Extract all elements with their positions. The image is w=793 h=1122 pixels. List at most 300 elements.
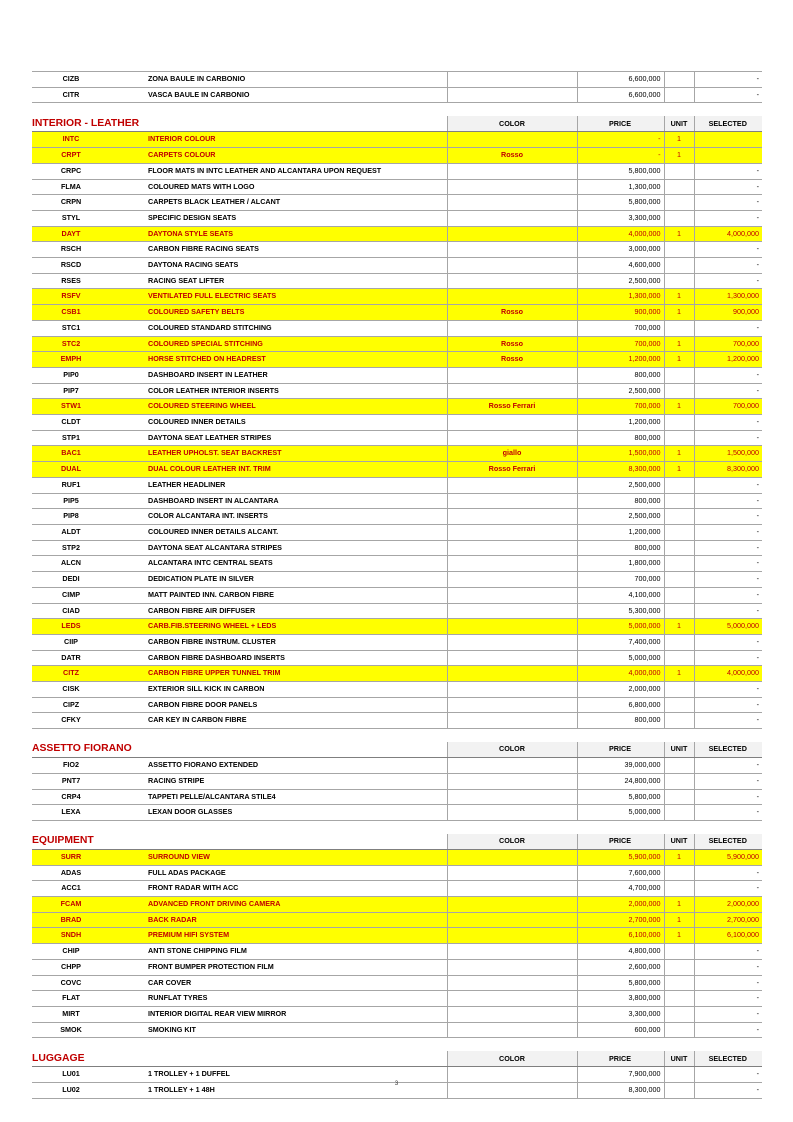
option-selected: - xyxy=(694,477,762,493)
option-code: LU02 xyxy=(32,1083,110,1099)
option-unit xyxy=(664,163,694,179)
option-unit xyxy=(664,493,694,509)
option-color xyxy=(447,603,577,619)
option-code: PIP7 xyxy=(32,383,110,399)
option-price: - xyxy=(577,132,664,148)
option-color xyxy=(447,959,577,975)
option-code: SNDH xyxy=(32,928,110,944)
option-color xyxy=(447,865,577,881)
option-price: 1,500,000 xyxy=(577,446,664,462)
option-price: 700,000 xyxy=(577,320,664,336)
option-description: DUAL COLOUR LEATHER INT. TRIM xyxy=(110,462,447,478)
option-description: CARBON FIBRE DOOR PANELS xyxy=(110,697,447,713)
option-description: ZONA BAULE IN CARBONIO xyxy=(110,72,447,88)
table-row xyxy=(32,975,762,991)
table-row xyxy=(32,524,762,540)
option-code: CRP4 xyxy=(32,789,110,805)
table-row xyxy=(32,1022,762,1038)
option-description: INTERIOR COLOUR xyxy=(110,132,447,148)
option-code: INTC xyxy=(32,132,110,148)
option-color: Rosso xyxy=(447,148,577,164)
table-row xyxy=(32,399,762,415)
option-description: DAYTONA RACING SEATS xyxy=(110,258,447,274)
option-description: ASSETTO FIORANO EXTENDED xyxy=(110,758,447,774)
option-color xyxy=(447,619,577,635)
option-color xyxy=(447,1022,577,1038)
section-header xyxy=(32,116,762,132)
option-color xyxy=(447,944,577,960)
option-code: DATR xyxy=(32,650,110,666)
option-color xyxy=(447,666,577,682)
option-unit: 1 xyxy=(664,336,694,352)
table-row xyxy=(32,289,762,305)
option-unit xyxy=(664,242,694,258)
option-description: FRONT BUMPER PROTECTION FILM xyxy=(110,959,447,975)
option-color xyxy=(447,226,577,242)
option-color: Rosso xyxy=(447,352,577,368)
option-description: LEATHER HEADLINER xyxy=(110,477,447,493)
option-unit xyxy=(664,195,694,211)
column-header-selected: SELECTED xyxy=(694,834,762,850)
option-code: EMPH xyxy=(32,352,110,368)
option-code: CSB1 xyxy=(32,305,110,321)
table-row xyxy=(32,556,762,572)
option-color: Rosso Ferrari xyxy=(447,462,577,478)
option-description: COLOURED STANDARD STITCHING xyxy=(110,320,447,336)
option-description: CARBON FIBRE RACING SEATS xyxy=(110,242,447,258)
option-description: EXTERIOR SILL KICK IN CARBON xyxy=(110,682,447,698)
option-code: STP2 xyxy=(32,540,110,556)
option-color xyxy=(447,210,577,226)
option-unit: 1 xyxy=(664,132,694,148)
option-unit xyxy=(664,556,694,572)
table-row xyxy=(32,242,762,258)
option-code: PNT7 xyxy=(32,773,110,789)
option-price: 4,000,000 xyxy=(577,226,664,242)
option-description: DASHBOARD INSERT IN ALCANTARA xyxy=(110,493,447,509)
column-header-price: PRICE xyxy=(577,834,664,850)
option-color xyxy=(447,132,577,148)
option-price: 5,900,000 xyxy=(577,849,664,865)
option-price: 8,300,000 xyxy=(577,1083,664,1099)
option-selected: - xyxy=(694,556,762,572)
option-description: ANTI STONE CHIPPING FILM xyxy=(110,944,447,960)
option-color xyxy=(447,493,577,509)
option-code: DAYT xyxy=(32,226,110,242)
option-price: 2,500,000 xyxy=(577,509,664,525)
option-color xyxy=(447,258,577,274)
option-price: 2,700,000 xyxy=(577,912,664,928)
option-unit xyxy=(664,415,694,431)
option-selected xyxy=(694,148,762,164)
option-description: CARBON FIBRE AIR DIFFUSER xyxy=(110,603,447,619)
option-selected: 5,900,000 xyxy=(694,849,762,865)
option-selected: 2,700,000 xyxy=(694,912,762,928)
option-selected: - xyxy=(694,603,762,619)
table-row xyxy=(32,273,762,289)
option-code: ALCN xyxy=(32,556,110,572)
option-code: LEDS xyxy=(32,619,110,635)
option-unit: 1 xyxy=(664,148,694,164)
option-unit: 1 xyxy=(664,399,694,415)
option-selected: - xyxy=(694,959,762,975)
section-spacer xyxy=(32,820,762,834)
section-header xyxy=(32,1051,762,1067)
option-color xyxy=(447,713,577,729)
option-code: DEDI xyxy=(32,572,110,588)
table-row xyxy=(32,163,762,179)
option-price: 900,000 xyxy=(577,305,664,321)
option-selected: 2,000,000 xyxy=(694,897,762,913)
option-price: 6,800,000 xyxy=(577,697,664,713)
option-code: CISK xyxy=(32,682,110,698)
option-selected: 1,500,000 xyxy=(694,446,762,462)
option-code: RUF1 xyxy=(32,477,110,493)
table-row xyxy=(32,462,762,478)
option-color xyxy=(447,634,577,650)
table-row xyxy=(32,477,762,493)
option-selected: - xyxy=(694,634,762,650)
option-price: 5,000,000 xyxy=(577,619,664,635)
table-row xyxy=(32,367,762,383)
option-description: LEATHER UPHOLST. SEAT BACKREST xyxy=(110,446,447,462)
option-code: BAC1 xyxy=(32,446,110,462)
option-selected: - xyxy=(694,415,762,431)
option-color xyxy=(447,195,577,211)
option-selected: - xyxy=(694,258,762,274)
table-row xyxy=(32,991,762,1007)
table-row xyxy=(32,959,762,975)
option-selected: 5,000,000 xyxy=(694,619,762,635)
option-selected: 700,000 xyxy=(694,336,762,352)
table-row xyxy=(32,179,762,195)
option-color: Rosso Ferrari xyxy=(447,399,577,415)
option-price: 5,800,000 xyxy=(577,195,664,211)
option-code: STYL xyxy=(32,210,110,226)
option-color xyxy=(447,430,577,446)
section-spacer xyxy=(32,103,762,117)
option-price: 6,600,000 xyxy=(577,87,664,103)
option-code: ALDT xyxy=(32,524,110,540)
option-selected: 900,000 xyxy=(694,305,762,321)
option-color xyxy=(447,556,577,572)
option-selected: - xyxy=(694,865,762,881)
option-description: 1 TROLLEY + 1 DUFFEL xyxy=(110,1067,447,1083)
table-row xyxy=(32,415,762,431)
option-unit xyxy=(664,713,694,729)
option-selected: 4,000,000 xyxy=(694,666,762,682)
option-color xyxy=(447,572,577,588)
table-row xyxy=(32,773,762,789)
option-color xyxy=(447,509,577,525)
column-header-unit: UNIT xyxy=(664,116,694,132)
option-description: VASCA BAULE IN CARBONIO xyxy=(110,87,447,103)
option-selected: - xyxy=(694,773,762,789)
table-row xyxy=(32,352,762,368)
table-row xyxy=(32,758,762,774)
option-code: CHIP xyxy=(32,944,110,960)
option-code: CIAD xyxy=(32,603,110,619)
table-row xyxy=(32,336,762,352)
table-row xyxy=(32,928,762,944)
column-header-price: PRICE xyxy=(577,1051,664,1067)
option-price: 2,500,000 xyxy=(577,477,664,493)
option-price: 2,000,000 xyxy=(577,897,664,913)
option-color xyxy=(447,320,577,336)
option-selected: - xyxy=(694,493,762,509)
option-selected: 1,300,000 xyxy=(694,289,762,305)
table-row xyxy=(32,509,762,525)
option-price: 5,800,000 xyxy=(577,975,664,991)
table-row xyxy=(32,713,762,729)
option-unit: 1 xyxy=(664,446,694,462)
option-selected: - xyxy=(694,1006,762,1022)
option-price: 7,600,000 xyxy=(577,865,664,881)
option-unit xyxy=(664,587,694,603)
option-description: 1 TROLLEY + 1 48H xyxy=(110,1083,447,1099)
option-description: SURROUND VIEW xyxy=(110,849,447,865)
option-selected: 4,000,000 xyxy=(694,226,762,242)
option-description: COLOR ALCANTARA INT. INSERTS xyxy=(110,509,447,525)
option-price: 4,100,000 xyxy=(577,587,664,603)
option-code: ADAS xyxy=(32,865,110,881)
option-selected: - xyxy=(694,975,762,991)
option-color xyxy=(447,928,577,944)
option-color xyxy=(447,540,577,556)
option-selected: - xyxy=(694,320,762,336)
option-color xyxy=(447,881,577,897)
option-selected: - xyxy=(694,805,762,821)
option-color xyxy=(447,682,577,698)
column-header-price: PRICE xyxy=(577,116,664,132)
table-row xyxy=(32,682,762,698)
option-price: 700,000 xyxy=(577,399,664,415)
option-price: 1,200,000 xyxy=(577,524,664,540)
table-row xyxy=(32,72,762,88)
option-price: 4,800,000 xyxy=(577,944,664,960)
column-header-unit: UNIT xyxy=(664,742,694,758)
option-description: CARPETS BLACK LEATHER / ALCANT xyxy=(110,195,447,211)
option-code: CLDT xyxy=(32,415,110,431)
option-selected: - xyxy=(694,210,762,226)
option-description: COLOURED MATS WITH LOGO xyxy=(110,179,447,195)
table-row xyxy=(32,540,762,556)
option-unit: 1 xyxy=(664,912,694,928)
option-color: giallo xyxy=(447,446,577,462)
table-row xyxy=(32,87,762,103)
options-table xyxy=(32,71,762,1099)
option-description: COLOURED SAFETY BELTS xyxy=(110,305,447,321)
option-price: 5,800,000 xyxy=(577,789,664,805)
option-color xyxy=(447,367,577,383)
option-price: 1,300,000 xyxy=(577,179,664,195)
option-selected: - xyxy=(694,367,762,383)
column-header-selected: SELECTED xyxy=(694,1051,762,1067)
option-code: CITR xyxy=(32,87,110,103)
page-number: 3 xyxy=(394,1081,399,1087)
option-unit xyxy=(664,634,694,650)
option-selected: 700,000 xyxy=(694,399,762,415)
option-description: DAYTONA STYLE SEATS xyxy=(110,226,447,242)
option-price: 800,000 xyxy=(577,367,664,383)
option-description: COLOURED INNER DETAILS xyxy=(110,415,447,431)
option-code: ACC1 xyxy=(32,881,110,897)
option-unit xyxy=(664,603,694,619)
table-row xyxy=(32,650,762,666)
option-unit xyxy=(664,572,694,588)
option-unit xyxy=(664,975,694,991)
option-unit xyxy=(664,650,694,666)
option-description: CARBON FIBRE INSTRUM. CLUSTER xyxy=(110,634,447,650)
column-header-color: COLOR xyxy=(447,116,577,132)
option-code: PIP8 xyxy=(32,509,110,525)
option-selected: - xyxy=(694,163,762,179)
table-row xyxy=(32,805,762,821)
option-color xyxy=(447,524,577,540)
option-description: FRONT RADAR WITH ACC xyxy=(110,881,447,897)
option-color xyxy=(447,758,577,774)
table-row xyxy=(32,697,762,713)
option-color xyxy=(447,587,577,603)
column-header-selected: SELECTED xyxy=(694,116,762,132)
option-unit: 1 xyxy=(664,849,694,865)
option-color xyxy=(447,697,577,713)
option-color xyxy=(447,87,577,103)
option-description: RUNFLAT TYRES xyxy=(110,991,447,1007)
option-price: 5,000,000 xyxy=(577,805,664,821)
option-unit xyxy=(664,1006,694,1022)
option-price: 600,000 xyxy=(577,1022,664,1038)
option-code: FLMA xyxy=(32,179,110,195)
option-unit xyxy=(664,179,694,195)
section-spacer xyxy=(32,729,762,743)
option-price: 5,800,000 xyxy=(577,163,664,179)
option-unit xyxy=(664,273,694,289)
option-code: RSFV xyxy=(32,289,110,305)
option-price: 2,000,000 xyxy=(577,682,664,698)
option-unit xyxy=(664,959,694,975)
table-row xyxy=(32,912,762,928)
option-code: STC2 xyxy=(32,336,110,352)
option-price: 39,000,000 xyxy=(577,758,664,774)
option-code: SURR xyxy=(32,849,110,865)
option-description: CARBON FIBRE DASHBOARD INSERTS xyxy=(110,650,447,666)
option-unit xyxy=(664,509,694,525)
option-unit xyxy=(664,210,694,226)
option-selected: 6,100,000 xyxy=(694,928,762,944)
option-code: STC1 xyxy=(32,320,110,336)
option-color xyxy=(447,72,577,88)
option-description: MATT PAINTED INN. CARBON FIBRE xyxy=(110,587,447,603)
table-row xyxy=(32,789,762,805)
table-row xyxy=(32,258,762,274)
option-selected: - xyxy=(694,944,762,960)
option-color xyxy=(447,897,577,913)
option-price: 700,000 xyxy=(577,572,664,588)
option-color: Rosso xyxy=(447,305,577,321)
option-price: 5,000,000 xyxy=(577,650,664,666)
option-price: 4,600,000 xyxy=(577,258,664,274)
option-selected: - xyxy=(694,572,762,588)
table-row xyxy=(32,1006,762,1022)
table-row xyxy=(32,849,762,865)
column-header-color: COLOR xyxy=(447,834,577,850)
option-description: RACING STRIPE xyxy=(110,773,447,789)
option-description: CAR KEY IN CARBON FIBRE xyxy=(110,713,447,729)
option-color xyxy=(447,1006,577,1022)
section-header xyxy=(32,834,762,850)
option-code: LEXA xyxy=(32,805,110,821)
option-code: CRPC xyxy=(32,163,110,179)
option-selected: - xyxy=(694,650,762,666)
column-header-color: COLOR xyxy=(447,742,577,758)
column-header-color: COLOR xyxy=(447,1051,577,1067)
option-price: 2,600,000 xyxy=(577,959,664,975)
table-row xyxy=(32,226,762,242)
price-list xyxy=(32,71,762,1099)
option-color xyxy=(447,849,577,865)
option-code: STW1 xyxy=(32,399,110,415)
option-unit xyxy=(664,87,694,103)
option-unit xyxy=(664,805,694,821)
section-title: EQUIPMENT xyxy=(32,834,447,850)
option-code: FIO2 xyxy=(32,758,110,774)
table-row xyxy=(32,320,762,336)
option-selected: 8,300,000 xyxy=(694,462,762,478)
option-selected: - xyxy=(694,881,762,897)
option-unit xyxy=(664,944,694,960)
option-price: 3,300,000 xyxy=(577,210,664,226)
column-header-selected: SELECTED xyxy=(694,742,762,758)
option-color xyxy=(447,477,577,493)
option-color xyxy=(447,789,577,805)
option-code: RSCH xyxy=(32,242,110,258)
option-unit xyxy=(664,789,694,805)
option-unit: 1 xyxy=(664,619,694,635)
option-selected: - xyxy=(694,524,762,540)
option-description: COLOR LEATHER INTERIOR INSERTS xyxy=(110,383,447,399)
option-code: CIPZ xyxy=(32,697,110,713)
section-title: LUGGAGE xyxy=(32,1051,447,1067)
option-price: 2,500,000 xyxy=(577,273,664,289)
column-header-price: PRICE xyxy=(577,742,664,758)
option-color xyxy=(447,991,577,1007)
option-code: MIRT xyxy=(32,1006,110,1022)
option-selected: - xyxy=(694,697,762,713)
option-color xyxy=(447,163,577,179)
option-color xyxy=(447,273,577,289)
table-row xyxy=(32,666,762,682)
table-row xyxy=(32,587,762,603)
option-selected: 1,200,000 xyxy=(694,352,762,368)
option-description: DASHBOARD INSERT IN LEATHER xyxy=(110,367,447,383)
option-code: CFKY xyxy=(32,713,110,729)
option-price: 1,300,000 xyxy=(577,289,664,305)
option-color xyxy=(447,773,577,789)
option-description: COLOURED INNER DETAILS ALCANT. xyxy=(110,524,447,540)
option-description: CAR COVER xyxy=(110,975,447,991)
option-color xyxy=(447,242,577,258)
section-title: INTERIOR - LEATHER xyxy=(32,116,447,132)
table-row xyxy=(32,619,762,635)
option-unit xyxy=(664,367,694,383)
option-description: TAPPETI PELLE/ALCANTARA STILE4 xyxy=(110,789,447,805)
option-selected: - xyxy=(694,682,762,698)
option-price: 24,800,000 xyxy=(577,773,664,789)
option-price: 5,300,000 xyxy=(577,603,664,619)
section-title: ASSETTO FIORANO xyxy=(32,742,447,758)
option-selected: - xyxy=(694,383,762,399)
